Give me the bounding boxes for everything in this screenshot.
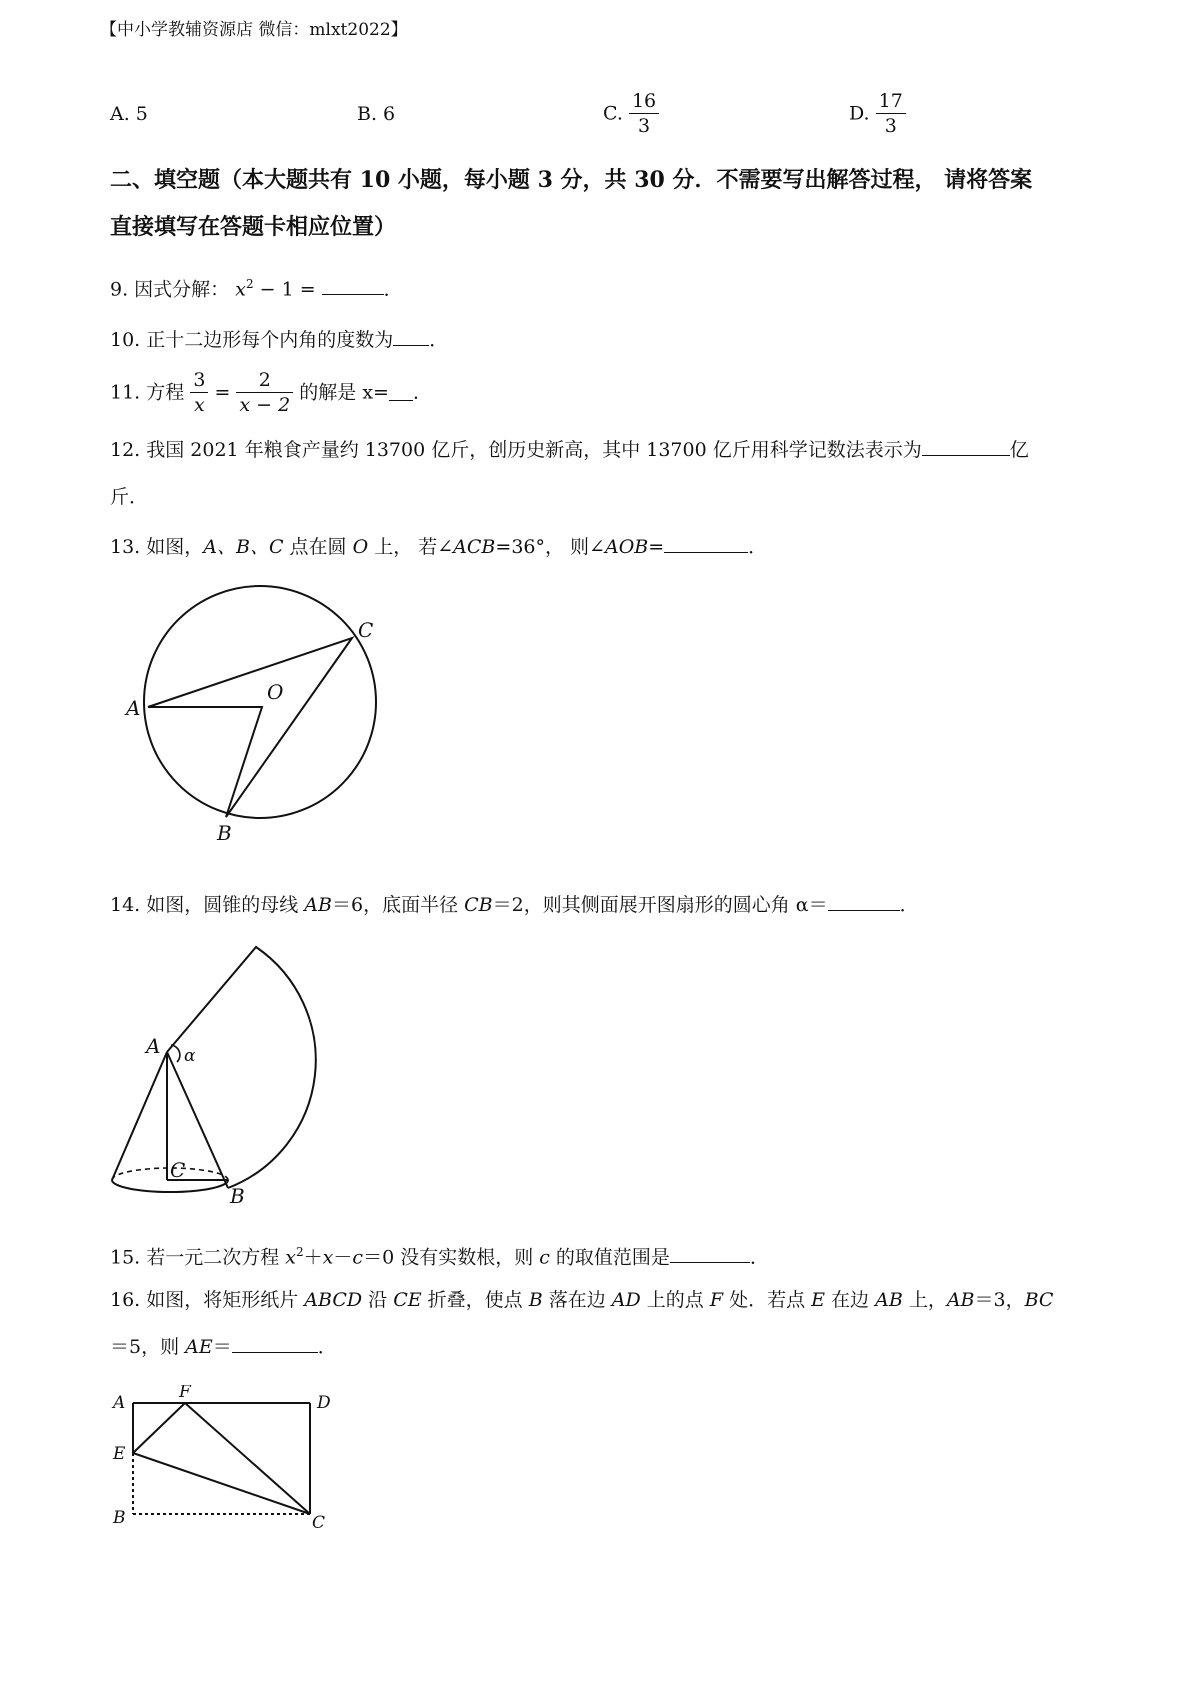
- question-13: 13. 如图，A、B、C 点在圆 O 上， 若∠ACB=36°， 则∠AOB= ．: [110, 536, 768, 558]
- option-b: B. 6: [357, 103, 396, 125]
- label-b: B: [230, 1184, 245, 1205]
- question-12-line2: 斤．: [110, 486, 149, 508]
- question-11: 11. 方程 $\frac{3}{x}$ = $\frac{2}{x - 2}$ 的解是 x= ．: [110, 369, 432, 416]
- label-a: A: [113, 1393, 126, 1413]
- alpha-arc: [171, 1045, 180, 1062]
- label-c: C: [312, 1513, 326, 1533]
- label-c: C: [358, 618, 374, 642]
- answer-blank[interactable]: [828, 894, 900, 911]
- figure-13-circle: [110, 585, 400, 845]
- label-o: O: [267, 680, 284, 704]
- figure-16-rectangle: [105, 1385, 345, 1535]
- chords-and-radii: [148, 638, 352, 817]
- answer-blank[interactable]: [322, 278, 384, 295]
- question-16-line1: 16. 如图，将矩形纸片 ABCD 沿 CE 折叠，使点 B 落在边 AD 上的点 F 处．若点 E 在边 AB 上，AB＝3，BC: [110, 1289, 1054, 1311]
- label-alpha: α: [184, 1046, 196, 1066]
- question-9: 9. 因式分解： $x^2 - 1$ = ．: [110, 277, 403, 301]
- question-10: 10. 正十二边形每个内角的度数为 ．: [110, 329, 449, 351]
- answer-blank[interactable]: [670, 1246, 750, 1263]
- label-f: F: [179, 1385, 191, 1402]
- label-b: B: [217, 821, 232, 845]
- label-a: A: [126, 696, 141, 720]
- cone-side-left: [112, 1052, 167, 1180]
- question-12-line1: 12. 我国 2021 年粮食产量约 13700 亿斤，创历史新高，其中 13700 亿斤用科学记数法表示为 亿: [110, 439, 1029, 461]
- label-a: A: [146, 1034, 161, 1058]
- label-c: C: [170, 1158, 186, 1182]
- question-14: 14. 如图，圆锥的母线 AB＝6，底面半径 CB＝2，则其侧面展开图扇形的圆心角 α＝ ．: [110, 894, 919, 916]
- section-heading-line2: 直接填写在答题卡相应位置）: [110, 214, 397, 240]
- label-b: B: [113, 1508, 126, 1528]
- circle-o: [144, 586, 376, 818]
- answer-blank[interactable]: [922, 439, 1010, 456]
- option-c-fraction: $\frac{16}{3}$: [629, 89, 659, 138]
- fraction-2-over-x-minus-2: $\frac{2}{x - 2}$: [236, 368, 293, 417]
- sector-unfolded: [167, 947, 316, 1188]
- answer-blank[interactable]: [393, 329, 429, 346]
- option-c: C. $\frac{16}{3}$: [603, 89, 659, 138]
- segment-ef: [133, 1403, 185, 1453]
- figure-14-cone: [100, 935, 320, 1205]
- section-heading-line1: 二、填空题（本大题共有 10 小题，每小题 3 分，共 30 分．不需要写出解答过程， 请将答案: [110, 167, 1033, 193]
- answer-blank[interactable]: [389, 384, 413, 401]
- answer-blank[interactable]: [232, 1336, 318, 1353]
- question-15: 15. 若一元二次方程 $x^2+x-c=0$ 没有实数根，则 c 的取值范围是 ．: [110, 1245, 769, 1269]
- option-d: D. $\frac{17}{3}$: [849, 89, 906, 138]
- option-a: A. 5: [110, 103, 148, 125]
- answer-blank[interactable]: [664, 536, 748, 553]
- segment-ec: [133, 1453, 310, 1514]
- question-16-line2: ＝5，则 AE＝ ．: [110, 1336, 337, 1358]
- label-d: D: [317, 1393, 331, 1413]
- option-d-fraction: $\frac{17}{3}$: [876, 89, 906, 138]
- segment-fc: [185, 1403, 310, 1514]
- label-e: E: [113, 1444, 126, 1464]
- fraction-3-over-x: $\frac{3}{x}$: [190, 368, 208, 417]
- watermark-header: 【中小学教辅资源店 微信：mlxt2022】: [100, 20, 408, 40]
